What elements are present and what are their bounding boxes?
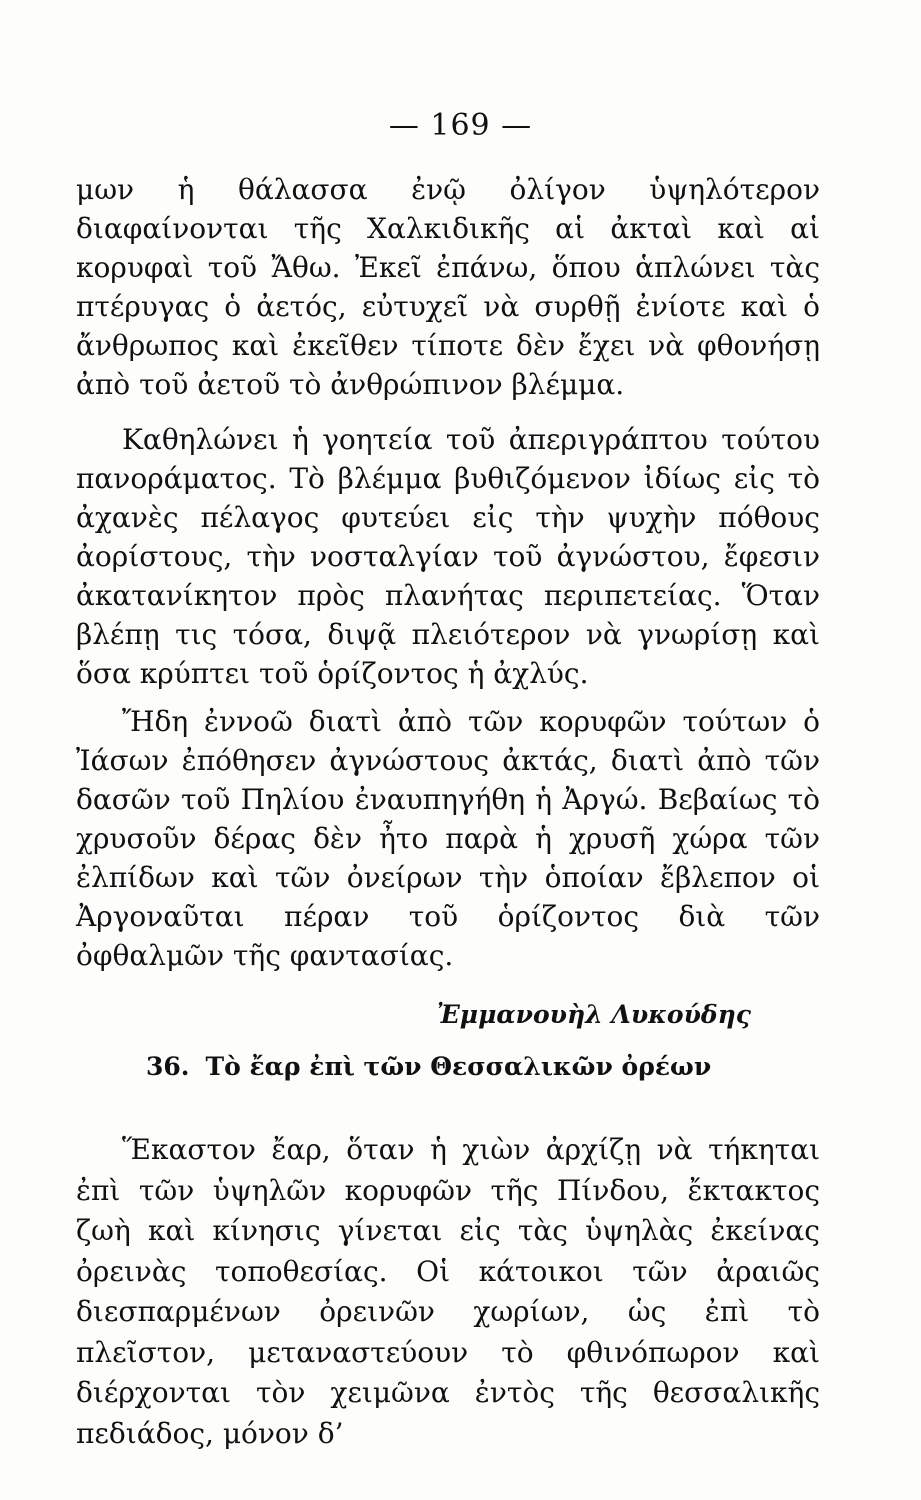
section-title: Τὸ ἔαρ ἐπὶ τῶν Θεσσαλικῶν ὀρέων bbox=[205, 1052, 712, 1081]
section-paragraph bbox=[76, 1130, 820, 1454]
paragraph-text: Ἤδη ἐννοῶ διατὶ ἀπὸ τῶν κορυφῶν τούτων ὁ Ἰάσων ἐπόθησεν ἀγνώστους ἀκτάς, διατὶ ἀπὸ τῶν δασῶν τοῦ Πηλίου ἐναυπηγήθη ἡ Ἀργώ. Βεβαίως τὸ χρυσοῦν δέρας δὲν ἦτο παρὰ ἡ χρυσῆ χώρα τῶν ἐλπίδων καὶ τῶν ὀνείρων τὴν ὁποίαν ἔβλεπον οἱ Ἀργοναῦται πέραν τοῦ ὁρίζοντος διὰ τῶν ὀφθαλμῶν τῆς φαντασίας. bbox=[76, 705, 820, 972]
paragraph-1 bbox=[76, 170, 820, 404]
paragraph-2 bbox=[76, 420, 820, 693]
page-number: — 169 — bbox=[388, 108, 533, 143]
section-number: 36. bbox=[146, 1052, 190, 1081]
paragraph-text: μων ἡ θάλασσα ἐνῷ ὀλίγον ὑψηλότερον διαφαίνονται τῆς Χαλκιδικῆς αἱ ἀκταὶ καὶ αἱ κορυφαὶ τοῦ Ἄθω. Ἐκεῖ ἐπάνω, ὅπου ἁπλώνει τὰς πτέρυγας ὁ ἀετός, εὐτυχεῖ νὰ συρθῇ ἐνίοτε καὶ ὁ ἄνθρωπος καὶ ἐκεῖθεν τίποτε δὲν ἔχει νὰ φθονήσῃ ἀπὸ τοῦ ἀετοῦ τὸ ἀνθρώπινον βλέμμα. bbox=[76, 173, 820, 401]
paragraph-text: Ἕκαστον ἔαρ, ὅταν ἡ χιὼν ἀρχίζῃ νὰ τήκηται ἐπὶ τῶν ὑψηλῶν κορυφῶν τῆς Πίνδου, ἔκτακτος ζωὴ καὶ κίνησις γίνεται εἰς τὰς ὑψηλὰς ἐκείνας ὀρεινὰς τοποθεσίας. Οἱ κάτοικοι τῶν ἀραιῶς διεσπαρμένων ὀρεινῶν χωρίων, ὡς ἐπὶ τὸ πλεῖστον, μεταναστεύουν τὸ φθινόπωρον καὶ διέρχονται τὸν χειμῶνα ἐντὸς τῆς θεσσαλικῆς πεδιάδος, μόνον δ’ bbox=[76, 1133, 820, 1450]
paragraph-3 bbox=[76, 702, 820, 975]
paragraph-text: Καθηλώνει ἡ γοητεία τοῦ ἀπεριγράπτου τούτου πανοράματος. Τὸ βλέμμα βυθιζόμενον ἰδίως εἰς τὸ ἀχανὲς πέλαγος φυτεύει εἰς τὴν ψυχὴν πόθους ἀορίστους, τὴν νοσταλγίαν τοῦ ἀγνώστου, ἔφεσιν ἀκατανίκητον πρὸς πλανήτας περιπετείας. Ὅταν βλέπῃ τις τόσα, διψᾷ πλειότερον νὰ γνωρίσῃ καὶ ὅσα κρύπτει τοῦ ὁρίζοντος ἡ ἀχλύς. bbox=[76, 423, 820, 690]
author-signature: Ἐμμανουὴλ Λυκούδης bbox=[436, 1000, 751, 1029]
section-heading bbox=[146, 1052, 711, 1081]
